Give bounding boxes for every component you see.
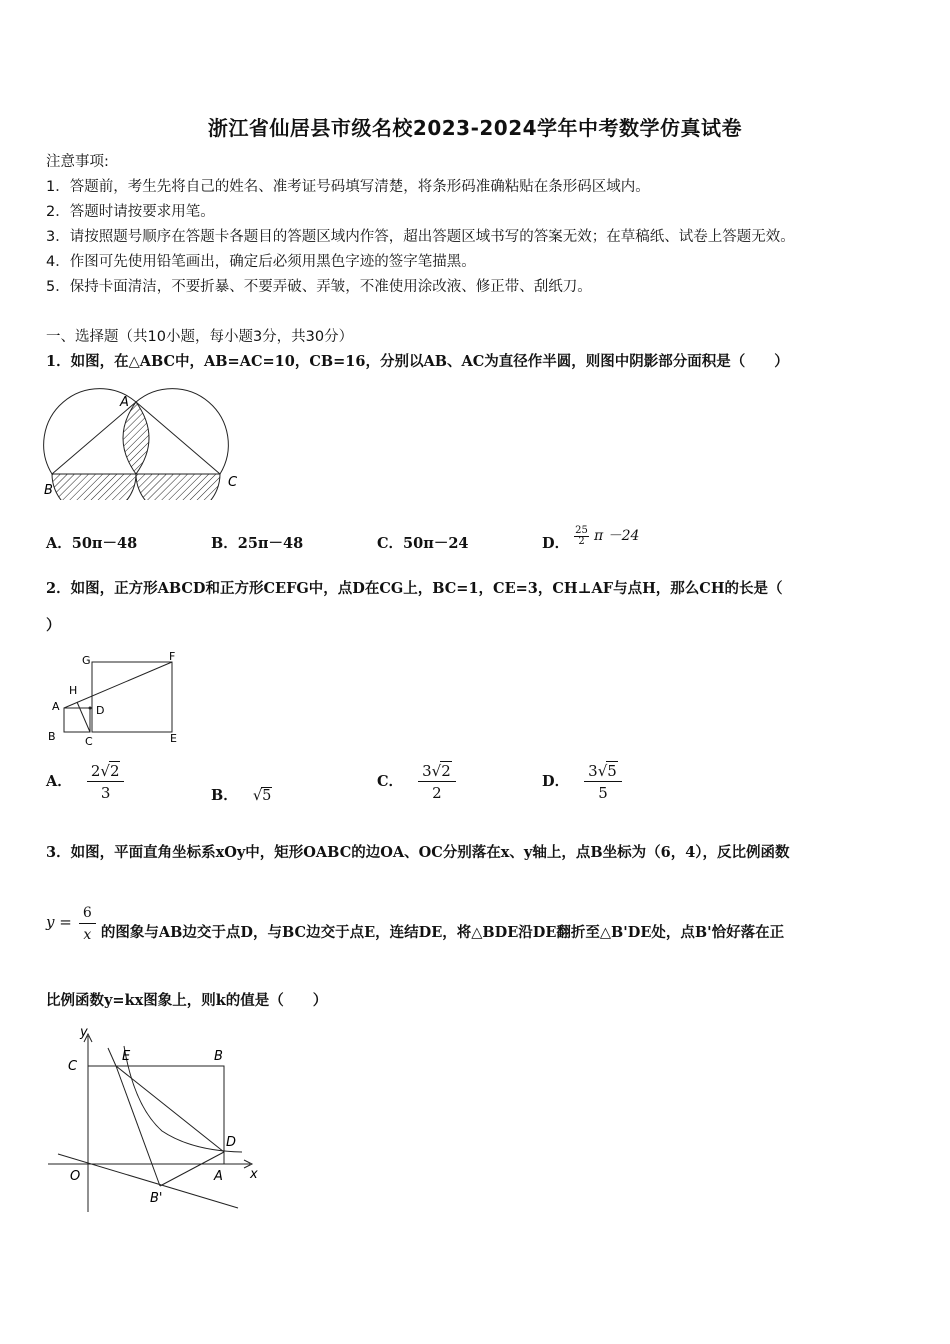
notice-item-4: 4．作图可先使用铅笔画出，确定后必须用黑色字迹的签字笔描黑。	[46, 254, 476, 270]
q2-c-prefix: C．	[377, 773, 404, 790]
q2-label-e: E	[170, 732, 177, 745]
q1-d-num: 25	[575, 524, 588, 536]
q2-c-fraction: $\frac{3√2}{2}$	[418, 762, 456, 802]
q2-c-rad: 2	[441, 762, 451, 780]
q1-label-a: A	[120, 395, 129, 410]
q1-option-b[interactable]: B．25π－48	[211, 535, 304, 552]
question-2-stem-end: ）	[46, 617, 61, 634]
q2-label-g: G	[82, 654, 91, 667]
q2-d-prefix: D．	[542, 773, 570, 790]
notice-item-3: 3．请按照题号顺序在答题卡各题目的答题区域内作答，超出答题区域书写的答案无效；在草稿纸、试卷上答题无效。	[46, 229, 795, 245]
q3-label-y: y	[80, 1026, 88, 1040]
section-heading: 一、选择题（共10小题，每小题3分，共30分）	[46, 329, 354, 345]
q1-label-b: B	[44, 483, 53, 498]
q1-d-den: 2	[578, 535, 585, 547]
q3-stem-line2-text: 的图象与AB边交于点D，与BC边交于点E，连结DE，将△BDE沿DE翻折至△B'DE处，点B'恰好落在正	[100, 923, 785, 941]
q2-a-fraction: $\frac{2√2}{3}$	[87, 762, 125, 802]
question-3-stem-line1: 3．如图，平面直角坐标系xOy中，矩形OABC的边OA、OC分别落在x、y轴上，点B坐标为（6，4），反比例函数	[46, 844, 790, 861]
q2-option-b[interactable]: B． √5	[211, 787, 272, 804]
q2-d-rad: 5	[607, 762, 617, 780]
notice-item-5: 5．保持卡面清洁，不要折暴、不要弄破、弄皱，不准使用涂改液、修正带、刮纸刀。	[46, 279, 592, 295]
q2-label-f: F	[169, 650, 176, 663]
q2-a-prefix: A．	[46, 773, 72, 790]
q3-func-fraction	[79, 904, 96, 944]
q2-option-a[interactable]	[46, 762, 124, 802]
q2-b-prefix: B．	[211, 787, 238, 804]
q2-label-b: B	[48, 730, 56, 743]
q2-a-rad: 2	[109, 762, 120, 780]
q3-func-lhs: y =	[46, 912, 72, 931]
question-3-stem-line2	[46, 904, 784, 944]
q2-b-rad: 5	[262, 788, 272, 804]
q2-label-c: C	[85, 735, 93, 748]
q1-label-c: C	[228, 475, 238, 490]
q2-label-a: A	[52, 700, 60, 713]
question-1-figure	[40, 388, 250, 500]
q1-option-d-prefix: D．	[542, 535, 570, 552]
q3-func-num: 6	[79, 904, 96, 924]
q1-option-a[interactable]: A．50π－48	[46, 535, 138, 552]
q3-label-o: O	[70, 1169, 81, 1184]
question-3-figure	[42, 1026, 272, 1218]
notice-item-2: 2．答题时请按要求用笔。	[46, 204, 215, 220]
q2-label-h: H	[69, 684, 78, 697]
q2-d-den: 5	[598, 784, 608, 802]
q1-option-d[interactable]	[542, 524, 640, 552]
q1-option-c[interactable]: C．50π－24	[377, 535, 469, 552]
q3-label-x: x	[250, 1167, 258, 1182]
q2-a-den: 3	[100, 784, 111, 802]
q1-d-rest: π －24	[593, 528, 640, 544]
q2-d-fraction: $\frac{3√5}{5}$	[584, 762, 622, 802]
q2-c-den: 2	[432, 784, 442, 802]
q2-label-d: D	[96, 704, 105, 717]
q1-option-d-fraction	[574, 526, 589, 547]
question-2-figure	[44, 648, 194, 748]
q3-label-c: C	[68, 1059, 78, 1074]
question-3-stem-line3: 比例函数y=kx图象上，则k的值是（ ）	[46, 992, 328, 1009]
q2-option-c[interactable]	[377, 762, 456, 802]
q3-label-b: B	[214, 1049, 223, 1064]
notice-heading: 注意事项:	[46, 154, 109, 170]
question-1-stem: 1．如图，在△ABC中，AB=AC=10，CB=16，分别以AB、AC为直径作半圆，则图中阴影部分面积是（ ）	[46, 353, 789, 370]
page-title: 浙江省仙居县市级名校2023-2024学年中考数学仿真试卷	[207, 116, 743, 140]
q3-label-a: A	[214, 1169, 223, 1184]
q2-a-coef: 2	[90, 762, 101, 780]
notice-item-1: 1．答题前，考生先将自己的姓名、准考证号码填写清楚，将条形码准确粘贴在条形码区域内。	[46, 179, 650, 195]
q2-option-d[interactable]	[542, 762, 622, 802]
question-2-stem: 2．如图，正方形ABCD和正方形CEFG中，点D在CG上，BC=1，CE=3，CH⊥AF与点H，那么CH的长是（	[46, 580, 783, 597]
q2-c-coef: 3	[422, 762, 432, 780]
q3-label-bprime: B'	[150, 1191, 163, 1206]
q3-func-den: x	[83, 927, 92, 943]
q2-d-coef: 3	[588, 762, 598, 780]
q3-label-d: D	[226, 1135, 237, 1150]
q3-label-e: E	[122, 1049, 131, 1064]
